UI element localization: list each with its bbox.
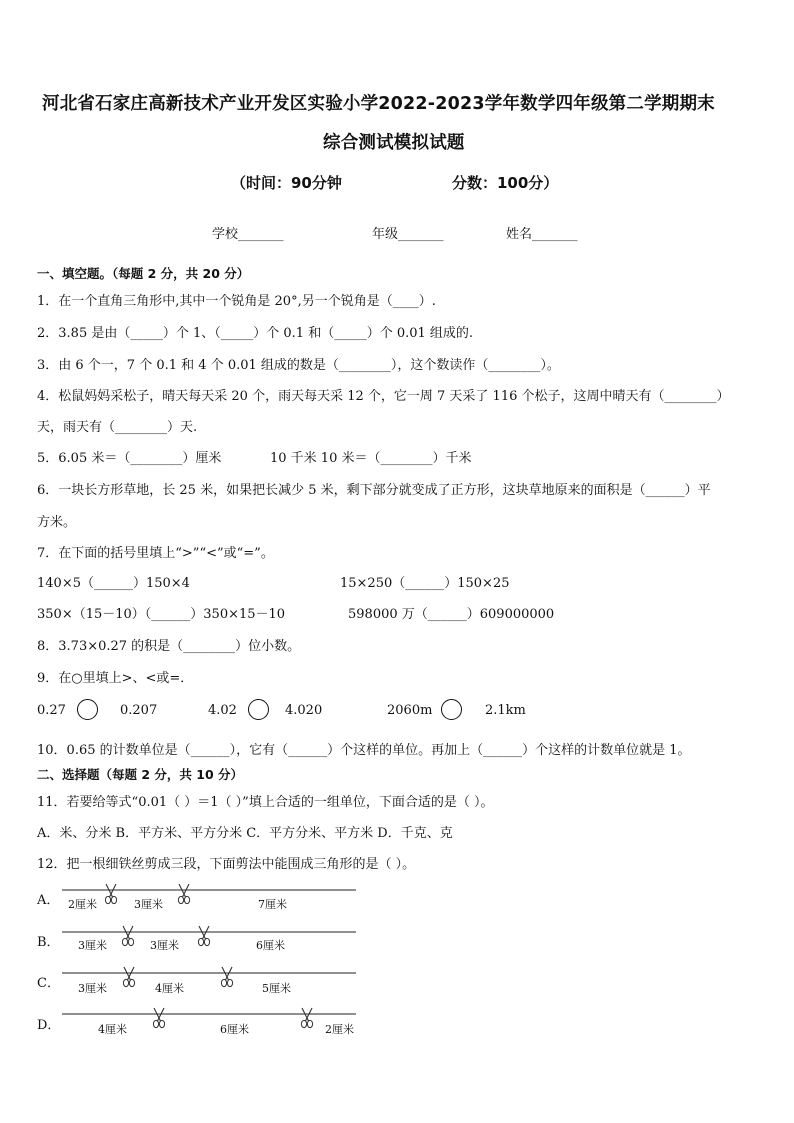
exam-score: 分数：100分） xyxy=(452,174,559,192)
grade-field: 年级_______ xyxy=(372,227,444,242)
question-4-line2: 天，雨天有（________）天. xyxy=(37,420,198,435)
option-label-d[interactable]: D． xyxy=(37,1018,61,1033)
question-11: 11．若要给等式“0.01（ ）＝1（ ）”填上合适的一组单位，下面合适的是（ ）。 xyxy=(37,795,494,810)
question-7c: 350×（15－10）（______）350×15－10 xyxy=(37,607,286,622)
question-7d: 598000 万（______）609000000 xyxy=(348,607,555,622)
segment-label: 3厘米 xyxy=(78,939,107,952)
scissors-icon xyxy=(122,926,133,946)
compare-value: 0.27 xyxy=(37,703,66,718)
scissors-icon xyxy=(153,1008,164,1028)
page-title-line1: 河北省石家庄高新技术产业开发区实验小学2022-2023学年数学四年级第二学期期末 xyxy=(42,94,715,114)
section-heading-fill-in: 一、填空题。（每题 2 分，共 20 分） xyxy=(37,266,250,281)
question-8: 8．3.73×0.27 的积是（________）位小数。 xyxy=(37,639,301,654)
scissors-icon xyxy=(198,926,209,946)
question-3: 3．由 6 个一，7 个 0.1 和 4 个 0.01 组成的数是（________），这个数读作（________）。 xyxy=(37,358,560,373)
question-6-line1: 6．一块长方形草地，长 25 米，如果把长减少 5 米，剩下部分就变成了正方形，这块草地原来的面积是（______）平 xyxy=(37,483,711,498)
scissors-icon xyxy=(178,884,189,904)
question-1: 1．在一个直角三角形中,其中一个锐角是 20°,另一个锐角是（____）. xyxy=(37,294,436,309)
question-11-options: A．米、分米 B．平方米、平方分米 C．平方分米、平方米 D．千克、克 xyxy=(37,826,453,841)
question-4-line1: 4．松鼠妈妈采松子，晴天每天采 20 个，雨天每天采 12 个，它一周 7 天采了 116 个松子，这周中晴天有（________） xyxy=(37,389,730,404)
option-label-c[interactable]: C． xyxy=(37,976,60,991)
segment-label: 6厘米 xyxy=(220,1023,249,1036)
option-label-a[interactable]: A． xyxy=(37,893,60,908)
page-title-line2: 综合测试模拟试题 xyxy=(323,133,465,153)
question-7b: 15×250（______）150×25 xyxy=(340,576,510,591)
segment-label: 2厘米 xyxy=(325,1023,354,1036)
compare-value: 0.207 xyxy=(120,703,158,718)
segment-label: 4厘米 xyxy=(98,1023,127,1036)
compare-value: 2060m xyxy=(387,703,433,718)
segment-label: 7厘米 xyxy=(258,898,287,911)
scissors-icon xyxy=(105,884,116,904)
compare-value: 4.020 xyxy=(285,703,323,718)
question-9: 9．在○里填上>、<或=． xyxy=(37,671,194,686)
compare-value: 2.1km xyxy=(485,703,526,718)
section-heading-choice: 二、选择题（每题 2 分，共 10 分） xyxy=(37,767,244,782)
segment-label: 2厘米 xyxy=(68,898,97,911)
scissors-icon xyxy=(221,967,232,987)
exam-time: （时间：90分钟 xyxy=(231,174,342,192)
question-5b: 10 千米 10 米＝（________）千米 xyxy=(270,451,472,466)
question-6-line2: 方米。 xyxy=(37,515,77,530)
segment-label: 3厘米 xyxy=(134,898,163,911)
name-field: 姓名_______ xyxy=(506,227,578,242)
segment-label: 5厘米 xyxy=(262,982,291,995)
segment-label: 3厘米 xyxy=(78,982,107,995)
scissors-icon xyxy=(301,1008,312,1028)
segment-label: 4厘米 xyxy=(155,982,184,995)
question-2: 2．3.85 是由（_____）个 1、（_____）个 0.1 和（_____）个 0.01 组成的. xyxy=(37,326,474,341)
segment-label: 6厘米 xyxy=(256,939,285,952)
question-12: 12．把一根细铁丝剪成三段，下面剪法中能围成三角形的是（ ）。 xyxy=(37,857,416,872)
question-10: 10．0.65 的计数单位是（______），它有（______）个这样的单位。再加上（______）个这样的计数单位就是 1。 xyxy=(37,743,691,758)
option-label-b[interactable]: B． xyxy=(37,935,60,950)
question-7: 7．在下面的括号里填上“>”“<”或“=”。 xyxy=(37,546,274,561)
scissors-icon xyxy=(123,967,134,987)
school-field: 学校_______ xyxy=(212,227,284,242)
question-7a: 140×5（______）150×4 xyxy=(37,576,190,591)
question-5a: 5．6.05 米＝（________）厘米 xyxy=(37,451,222,466)
segment-label: 3厘米 xyxy=(150,939,179,952)
compare-value: 4.02 xyxy=(208,703,237,718)
